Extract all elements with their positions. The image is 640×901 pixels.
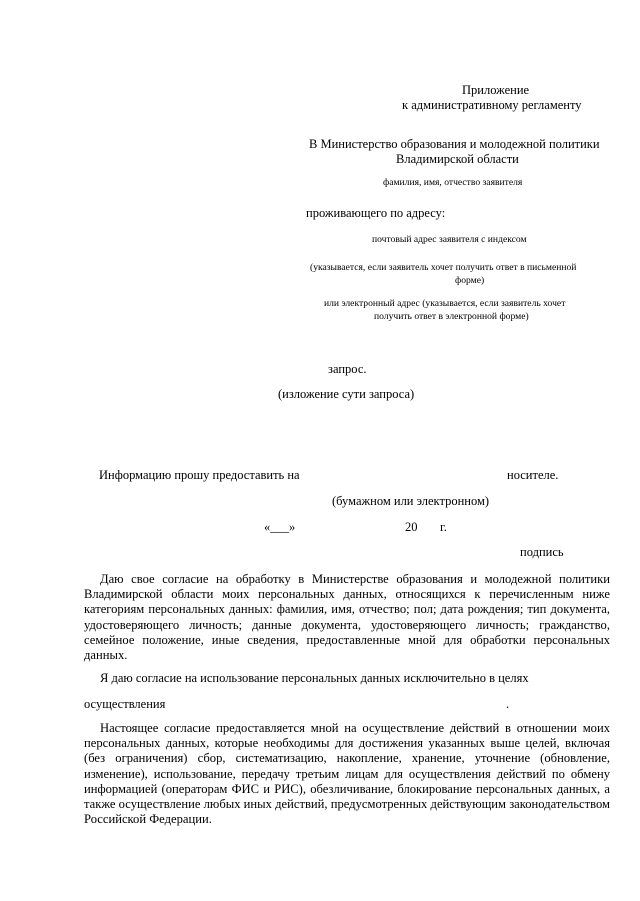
postal-note-line-1: (указывается, если заявитель хочет получить ответ в письменной xyxy=(310,262,577,273)
residing-label: проживающего по адресу: xyxy=(306,206,446,220)
appendix-title: Приложение xyxy=(462,83,530,97)
consent-paragraph-2: Я даю согласие на использование персональных данных исключительно в целях xyxy=(100,671,529,685)
purpose-label: осуществления xyxy=(84,697,166,711)
delivery-text-end: носителе. xyxy=(507,468,559,482)
postal-address-caption: почтовый адрес заявителя с индексом xyxy=(372,234,527,245)
purpose-end: . xyxy=(506,697,510,711)
request-title: запрос. xyxy=(328,362,367,376)
email-caption-line-1: или электронный адрес (указывается, если заявитель хочет xyxy=(324,298,566,309)
date-day: «___» xyxy=(264,520,296,534)
consent-paragraph-3: Настоящее согласие предоставляется мной на осуществление действий в отношении моих персональных данных, которые необходимы для достижения указанных выше целей, включая (без ограничения) сбор, систематизацию, накопление, хранение, уточнение (обновление, изменение), использование, передачу третьим лицам для осуществления действий по обмену информацией (операторам ФИС и РИС), обезличивание, блокирование персональных данных, а также осуществление любых иных действий, предусмотренных действующим законодательством Российской Федерации. xyxy=(84,721,610,827)
postal-note-line-2: форме) xyxy=(455,275,485,286)
recipient-line-2: Владимирской области xyxy=(396,152,519,166)
consent-paragraph-1: Даю свое согласие на обработку в Министерстве образования и молодежной политики Владимирской области моих персональных данных, относящихся к перечисленным ниже категориям персональных данных: фамилия, имя, отчество; пол; дата рождения; тип документа, удостоверяющего личность; данные документа, удостоверяющего личность; гражданство, семейное положение, иные сведения, предоставленные мной для обработки персональных данных. xyxy=(84,572,610,663)
date-year-prefix: 20 xyxy=(405,520,418,534)
recipient-line-1: В Министерство образования и молодежной политики xyxy=(309,137,600,151)
delivery-text: Информацию прошу предоставить на xyxy=(99,468,300,482)
signature-caption: подпись xyxy=(520,545,564,559)
appendix-subtitle: к административному регламенту xyxy=(402,98,582,112)
applicant-name-caption: фамилия, имя, отчество заявителя xyxy=(383,177,523,188)
request-caption: (изложение сути запроса) xyxy=(278,387,415,401)
email-caption-line-2: получить ответ в электронной форме) xyxy=(374,311,529,322)
delivery-caption: (бумажном или электронном) xyxy=(332,494,490,508)
date-year-suffix: г. xyxy=(440,520,447,534)
